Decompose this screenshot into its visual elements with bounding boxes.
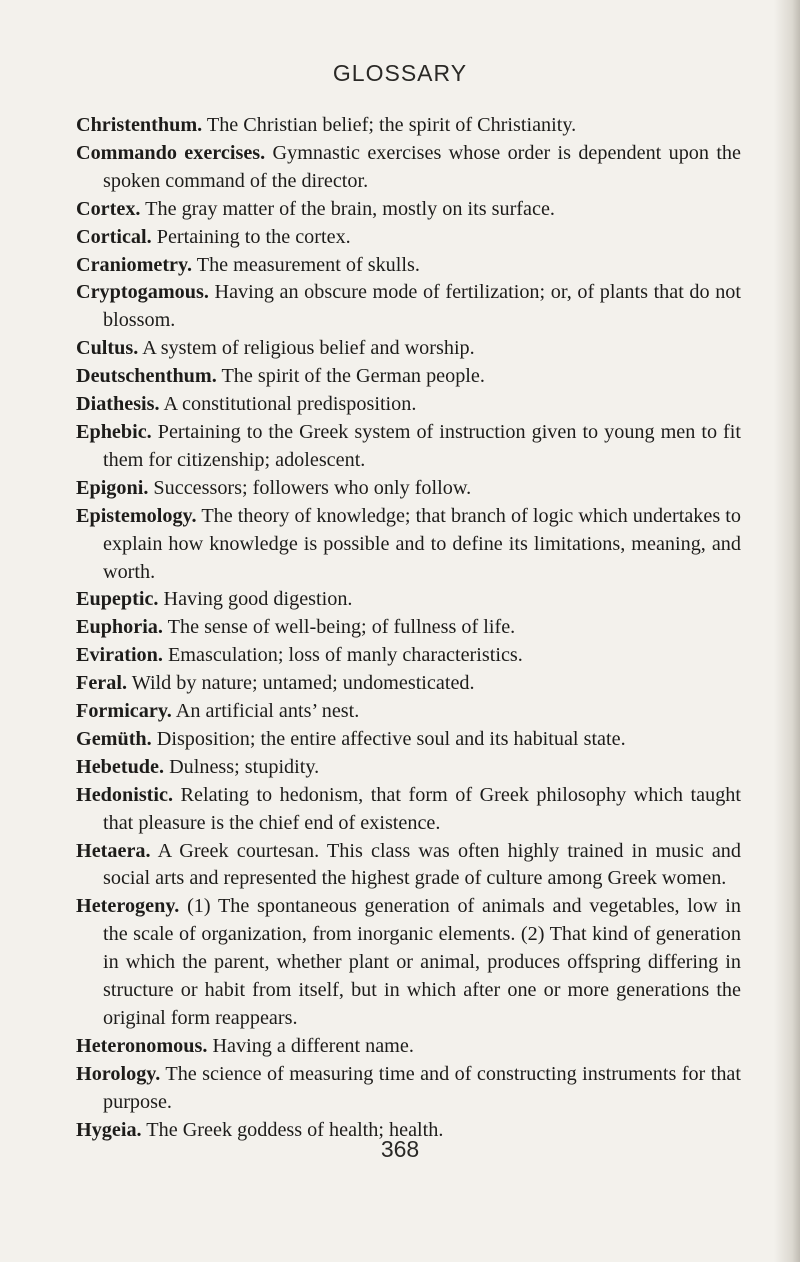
glossary-definition: The Greek goddess of health; health. (146, 1118, 444, 1141)
glossary-definition: A constitutional predisposition. (163, 393, 417, 416)
glossary-definition: Emasculation; loss of manly characteristics. (167, 644, 523, 667)
glossary-entry (76, 112, 741, 140)
glossary-term: Hedonistic. (76, 783, 174, 806)
glossary-definition: (1) The spontaneous generation of animals and vegetables, low in the scale of organization, from inorganic elements. (2) That kind of generation in which the parent, whether plant or animal, produces offspring differing in structure or habit from itself, but in which after one or more generations the original form reappears. (103, 895, 742, 1029)
glossary-definition: Wild by nature; untamed; undomesticated. (131, 672, 475, 695)
glossary-definition: The spirit of the German people. (221, 365, 485, 388)
glossary-entry (76, 503, 741, 587)
glossary-definition: The measurement of skulls. (196, 253, 420, 276)
glossary-entry (76, 279, 741, 335)
glossary-entry (76, 614, 741, 642)
glossary-entry (76, 335, 741, 363)
glossary-definition: Having good digestion. (163, 588, 353, 611)
glossary-entry (76, 754, 741, 782)
glossary-term: Hygeia. (76, 1118, 142, 1141)
glossary-term: Gemüth. (76, 727, 152, 750)
glossary-entry (76, 140, 741, 196)
page-number: 368 (380, 1136, 420, 1162)
glossary-term: Hetaera. (76, 839, 151, 862)
glossary-definition: Having a different name. (212, 1034, 414, 1057)
glossary-entry (76, 893, 741, 1033)
glossary-entry (76, 196, 741, 224)
glossary-definition: Pertaining to the cortex. (156, 225, 351, 248)
glossary-term: Eviration. (76, 644, 163, 667)
glossary-entry (76, 782, 741, 838)
glossary-term: Feral. (76, 672, 128, 695)
glossary-definition: An artificial ants’ nest. (175, 700, 360, 723)
glossary-entry (76, 670, 741, 698)
glossary-term: Cryptogamous. (76, 281, 209, 304)
glossary-entry (76, 642, 741, 670)
glossary-definition: The gray matter of the brain, mostly on its surface. (145, 197, 555, 220)
glossary-term: Epigoni. (76, 476, 149, 499)
glossary-term: Craniometry. (76, 253, 193, 276)
glossary-entry (76, 391, 741, 419)
glossary-entry (76, 419, 741, 475)
glossary-entry (76, 726, 741, 754)
glossary-definition: The theory of knowledge; that branch of logic which undertakes to explain how knowledge is possible and to define its limitations, meaning, and worth. (103, 504, 741, 583)
glossary-entry (76, 586, 741, 614)
glossary-definition: Gymnastic exercises whose order is dependent upon the spoken command of the director. (103, 141, 741, 192)
glossary-entry (76, 1061, 741, 1117)
glossary-term: Euphoria. (76, 616, 163, 639)
glossary-entry (76, 838, 741, 894)
glossary-term: Horology. (76, 1062, 161, 1085)
glossary-term: Cortex. (76, 197, 141, 220)
glossary-term: Heterogeny. (76, 895, 180, 918)
glossary-definition: Dulness; stupidity. (169, 755, 320, 778)
glossary-term: Heteronomous. (76, 1034, 208, 1057)
glossary-definition: The Christian belief; the spirit of Christianity. (206, 114, 577, 136)
glossary-term: Ephebic. (76, 420, 152, 443)
glossary-definition: The science of measuring time and of constructing instruments for that purpose. (103, 1062, 741, 1113)
glossary-definition: Relating to hedonism, that form of Greek philosophy which taught that pleasure is the chief end of existence. (103, 783, 741, 834)
glossary-entry (76, 224, 741, 252)
glossary-term: Hebetude. (76, 755, 165, 778)
glossary-entry (76, 363, 741, 391)
glossary-entry (76, 475, 741, 503)
glossary-definition: A system of religious belief and worship. (142, 337, 475, 360)
glossary-definition: The sense of well-being; of fullness of life. (167, 616, 516, 639)
glossary-entry (76, 698, 741, 726)
glossary-term: Epistemology. (76, 504, 197, 527)
glossary-definition: A Greek courtesan. This class was often highly trained in music and social arts and represented the highest grade of culture among Greek women. (103, 839, 741, 890)
glossary-entry (76, 1033, 741, 1061)
glossary-definition: Having an obscure mode of fertilization; or, of plants that do not blossom. (103, 281, 741, 332)
glossary-definition: Disposition; the entire affective soul and its habitual state. (156, 727, 626, 750)
glossary-definition: Successors; followers who only follow. (153, 476, 472, 499)
page-edge-shadow (774, 0, 800, 1262)
glossary-definition: Pertaining to the Greek system of instruction given to young men to fit them for citizenship; adolescent. (103, 420, 741, 471)
glossary-term: Formicary. (76, 700, 172, 723)
glossary-term: Commando exercises. (76, 141, 266, 164)
running-header: GLOSSARY (332, 60, 468, 86)
glossary-entries (76, 112, 741, 1145)
glossary-term: Eupeptic. (76, 588, 159, 611)
glossary-term: Deutschenthum. (76, 365, 217, 388)
glossary-term: Cortical. (76, 225, 152, 248)
glossary-term: Diathesis. (76, 393, 160, 416)
glossary-term: Christenthum. (76, 114, 203, 136)
glossary-entry (76, 252, 741, 280)
glossary-term: Cultus. (76, 337, 139, 360)
